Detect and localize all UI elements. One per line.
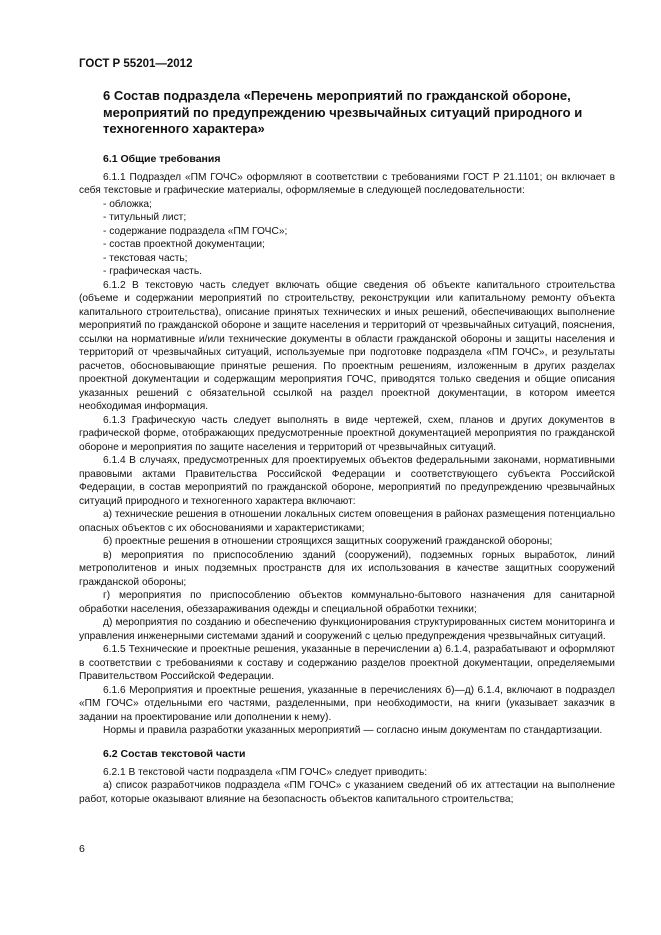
paragraph-6-2-1-a: а) список разработчиков подраздела «ПМ ГОЧС» с указанием сведений об их аттестации на выполнение работ, которые оказывают влияние на безопасность объектов капитального строительства; (79, 780, 615, 805)
subsection-title-6-2: 6.2 Состав текстовой части (103, 747, 246, 760)
document-header: ГОСТ Р 55201—2012 (79, 58, 193, 70)
page-number: 6 (79, 843, 85, 855)
paragraph-6-1-4: 6.1.4 В случаях, предусмотренных для проектируемых объектов федеральными законами, нормативными правовыми актами Правительства Российской Федерации и соответствующего субъекта Российской Федерации, в состав мероприятий по гражданской обороне, мероприятий по предупреждению чрезвычайных ситуаций природного и техногенного характера включают: (79, 455, 615, 507)
paragraph-6-1-2: 6.1.2 В текстовую часть следует включать общие сведения об объекте капитального строительства (объеме и содержании мероприятий по строительству, реконструкции или капитальному ремонту объекта капитального строительства), описание принятых технических и иных решений, обеспечивающих выполнение мероприятий по гражданской обороне и защите населения и территорий от чрезвычайных ситуаций, пояснения, ссылки на нормативные и/или технические документы в области гражданской обороны и защиты населения и территорий от чрезвычайных ситуаций, используемые при подготовке подраздела «ПМ ГОЧС», и результаты расчетов, обосновывающие принятые решения. По проектным решениям, изложенным в других разделах проектной документации и содержащим мероприятия ГОЧС, приводятся только сведения и общие описания указанных решений с обязательной ссылкой на раздел проектной документации, в котором имеется необходимая информация. (79, 279, 615, 412)
section-title: 6 Состав подраздела «Перечень мероприятий по гражданской обороне, мероприятий по предупреждению чрезвычайных ситуаций природного и техногенного характера» (103, 88, 583, 136)
list-item: - содержание подраздела «ПМ ГОЧС»; (103, 225, 288, 237)
list-item: - текстовая часть; (103, 252, 188, 264)
paragraph-6-1-5: 6.1.5 Технические и проектные решения, указанные в перечислении а) 6.1.4, разрабатывают и оформляют в соответствии с требованиями к составу и содержанию разделов проектной документации, определяемыми Правительством Российской Федерации. (79, 644, 615, 682)
subsection-title-6-1: 6.1 Общие требования (103, 152, 221, 165)
list-item: - обложка; (103, 198, 152, 210)
list-item: - графическая часть. (103, 266, 202, 277)
paragraph-6-1-1: 6.1.1 Подраздел «ПМ ГОЧС» оформляют в соответствии с требованиями ГОСТ Р 21.1101; он включает в себя текстовые и графические материалы, оформляемые в следующей последовательности: (79, 171, 615, 196)
paragraph-6-1-3: 6.1.3 Графическую часть следует выполнять в виде чертежей, схем, планов и других документов в графической форме, отображающих предусмотренные проектной документацией мероприятия по гражданской обороне и мероприятия по защите населения и территорий от чрезвычайных ситуаций. (79, 414, 615, 453)
paragraph-6-2-1: 6.2.1 В текстовой части подраздела «ПМ ГОЧС» следует приводить: (103, 766, 428, 778)
paragraph-6-1-4-e: д) мероприятия по созданию и обеспечению функционирования структурированных систем мониторинга и управления инженерными системами зданий и сооружений с целью предупреждения чрезвычайных ситуаций. (79, 617, 615, 642)
paragraph-norms: Нормы и правила разработки указанных мероприятий — согласно иным документам по стандартизации. (103, 725, 603, 736)
paragraph-6-1-4-c: в) мероприятия по приспособлению зданий (сооружений), подземных горных выработок, линий метрополитенов и иных подземных пространств для их использования в качестве защитных сооружений гражданской обороны; (79, 549, 615, 588)
paragraph-6-1-4-a: а) технические решения в отношении локальных систем оповещения в районах размещения потенциально опасных объектов с их обоснованиями и характеристиками; (79, 509, 615, 534)
paragraph-6-1-4-b: б) проектные решения в отношении строящихся защитных сооружений гражданской обороны; (103, 536, 553, 547)
paragraph-6-1-4-d: г) мероприятия по приспособлению объектов коммунально-бытового назначения для санитарной обработки населения, обеззараживания одежды и специальной обработки техники; (79, 590, 615, 615)
paragraph-6-1-6: 6.1.6 Мероприятия и проектные решения, указанные в перечислениях б)—д) 6.1.4, включают в подраздел «ПМ ГОЧС» отдельными его частями, разделенными, при необходимости, на книги (указывает заказчик в задании на проектирование или дополнении к нему). (79, 684, 615, 723)
list-item: - состав проектной документации; (103, 239, 265, 250)
list-item: - титульный лист; (103, 212, 187, 223)
materials-list (79, 198, 615, 279)
